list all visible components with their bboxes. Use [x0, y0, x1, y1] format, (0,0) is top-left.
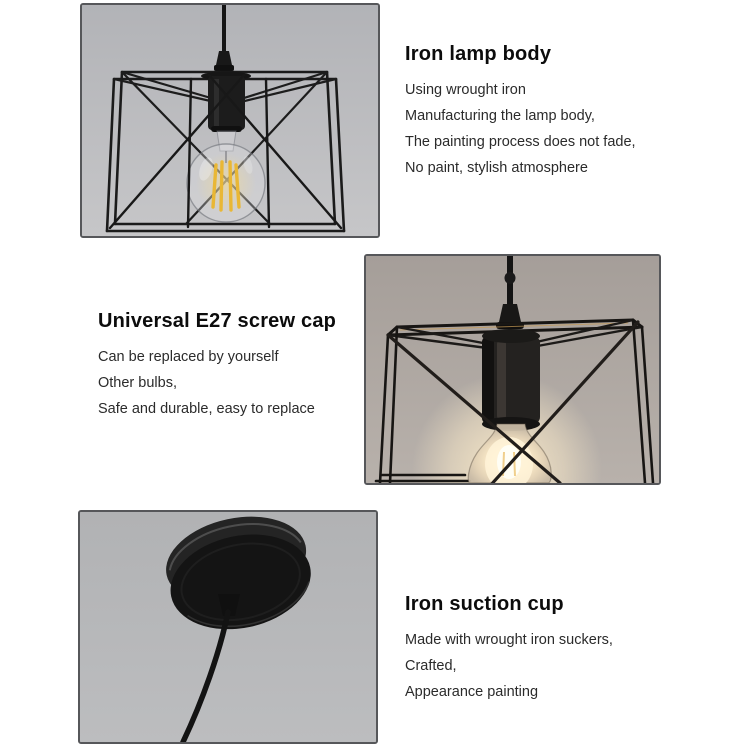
feature-block-iron-lamp-body [405, 41, 720, 181]
feature-line: Made with wrought iron suckers, [405, 632, 613, 648]
feature-line: Crafted, [405, 658, 457, 674]
cord [222, 5, 226, 53]
feature-line: Safe and durable, easy to replace [98, 401, 315, 417]
feature-block-suction-cup [405, 591, 730, 705]
feature-line: Appearance painting [405, 684, 539, 700]
feature-line: Using wrought iron [405, 82, 526, 98]
socket [482, 329, 540, 431]
photo-socket-closeup [364, 254, 661, 485]
feature-line: The painting process does not fade, [405, 134, 636, 150]
pendant-lamp-illustration [82, 5, 378, 236]
socket [208, 76, 245, 130]
feature-line: Can be replaced by yourself [98, 349, 279, 365]
canopy-illustration [80, 512, 376, 742]
feature-heading: Universal E27 screw cap [98, 310, 337, 332]
feature-line: Other bulbs, [98, 375, 177, 391]
feature-line: Manufacturing the lamp body, [405, 108, 595, 124]
feature-line: No paint, stylish atmosphere [405, 160, 588, 176]
photo-ceiling-canopy [78, 510, 378, 744]
feature-heading: Iron suction cup [405, 593, 564, 615]
feature-heading: Iron lamp body [405, 43, 552, 65]
socket-closeup-illustration [366, 256, 659, 483]
photo-pendant-lamp-full [80, 3, 380, 238]
